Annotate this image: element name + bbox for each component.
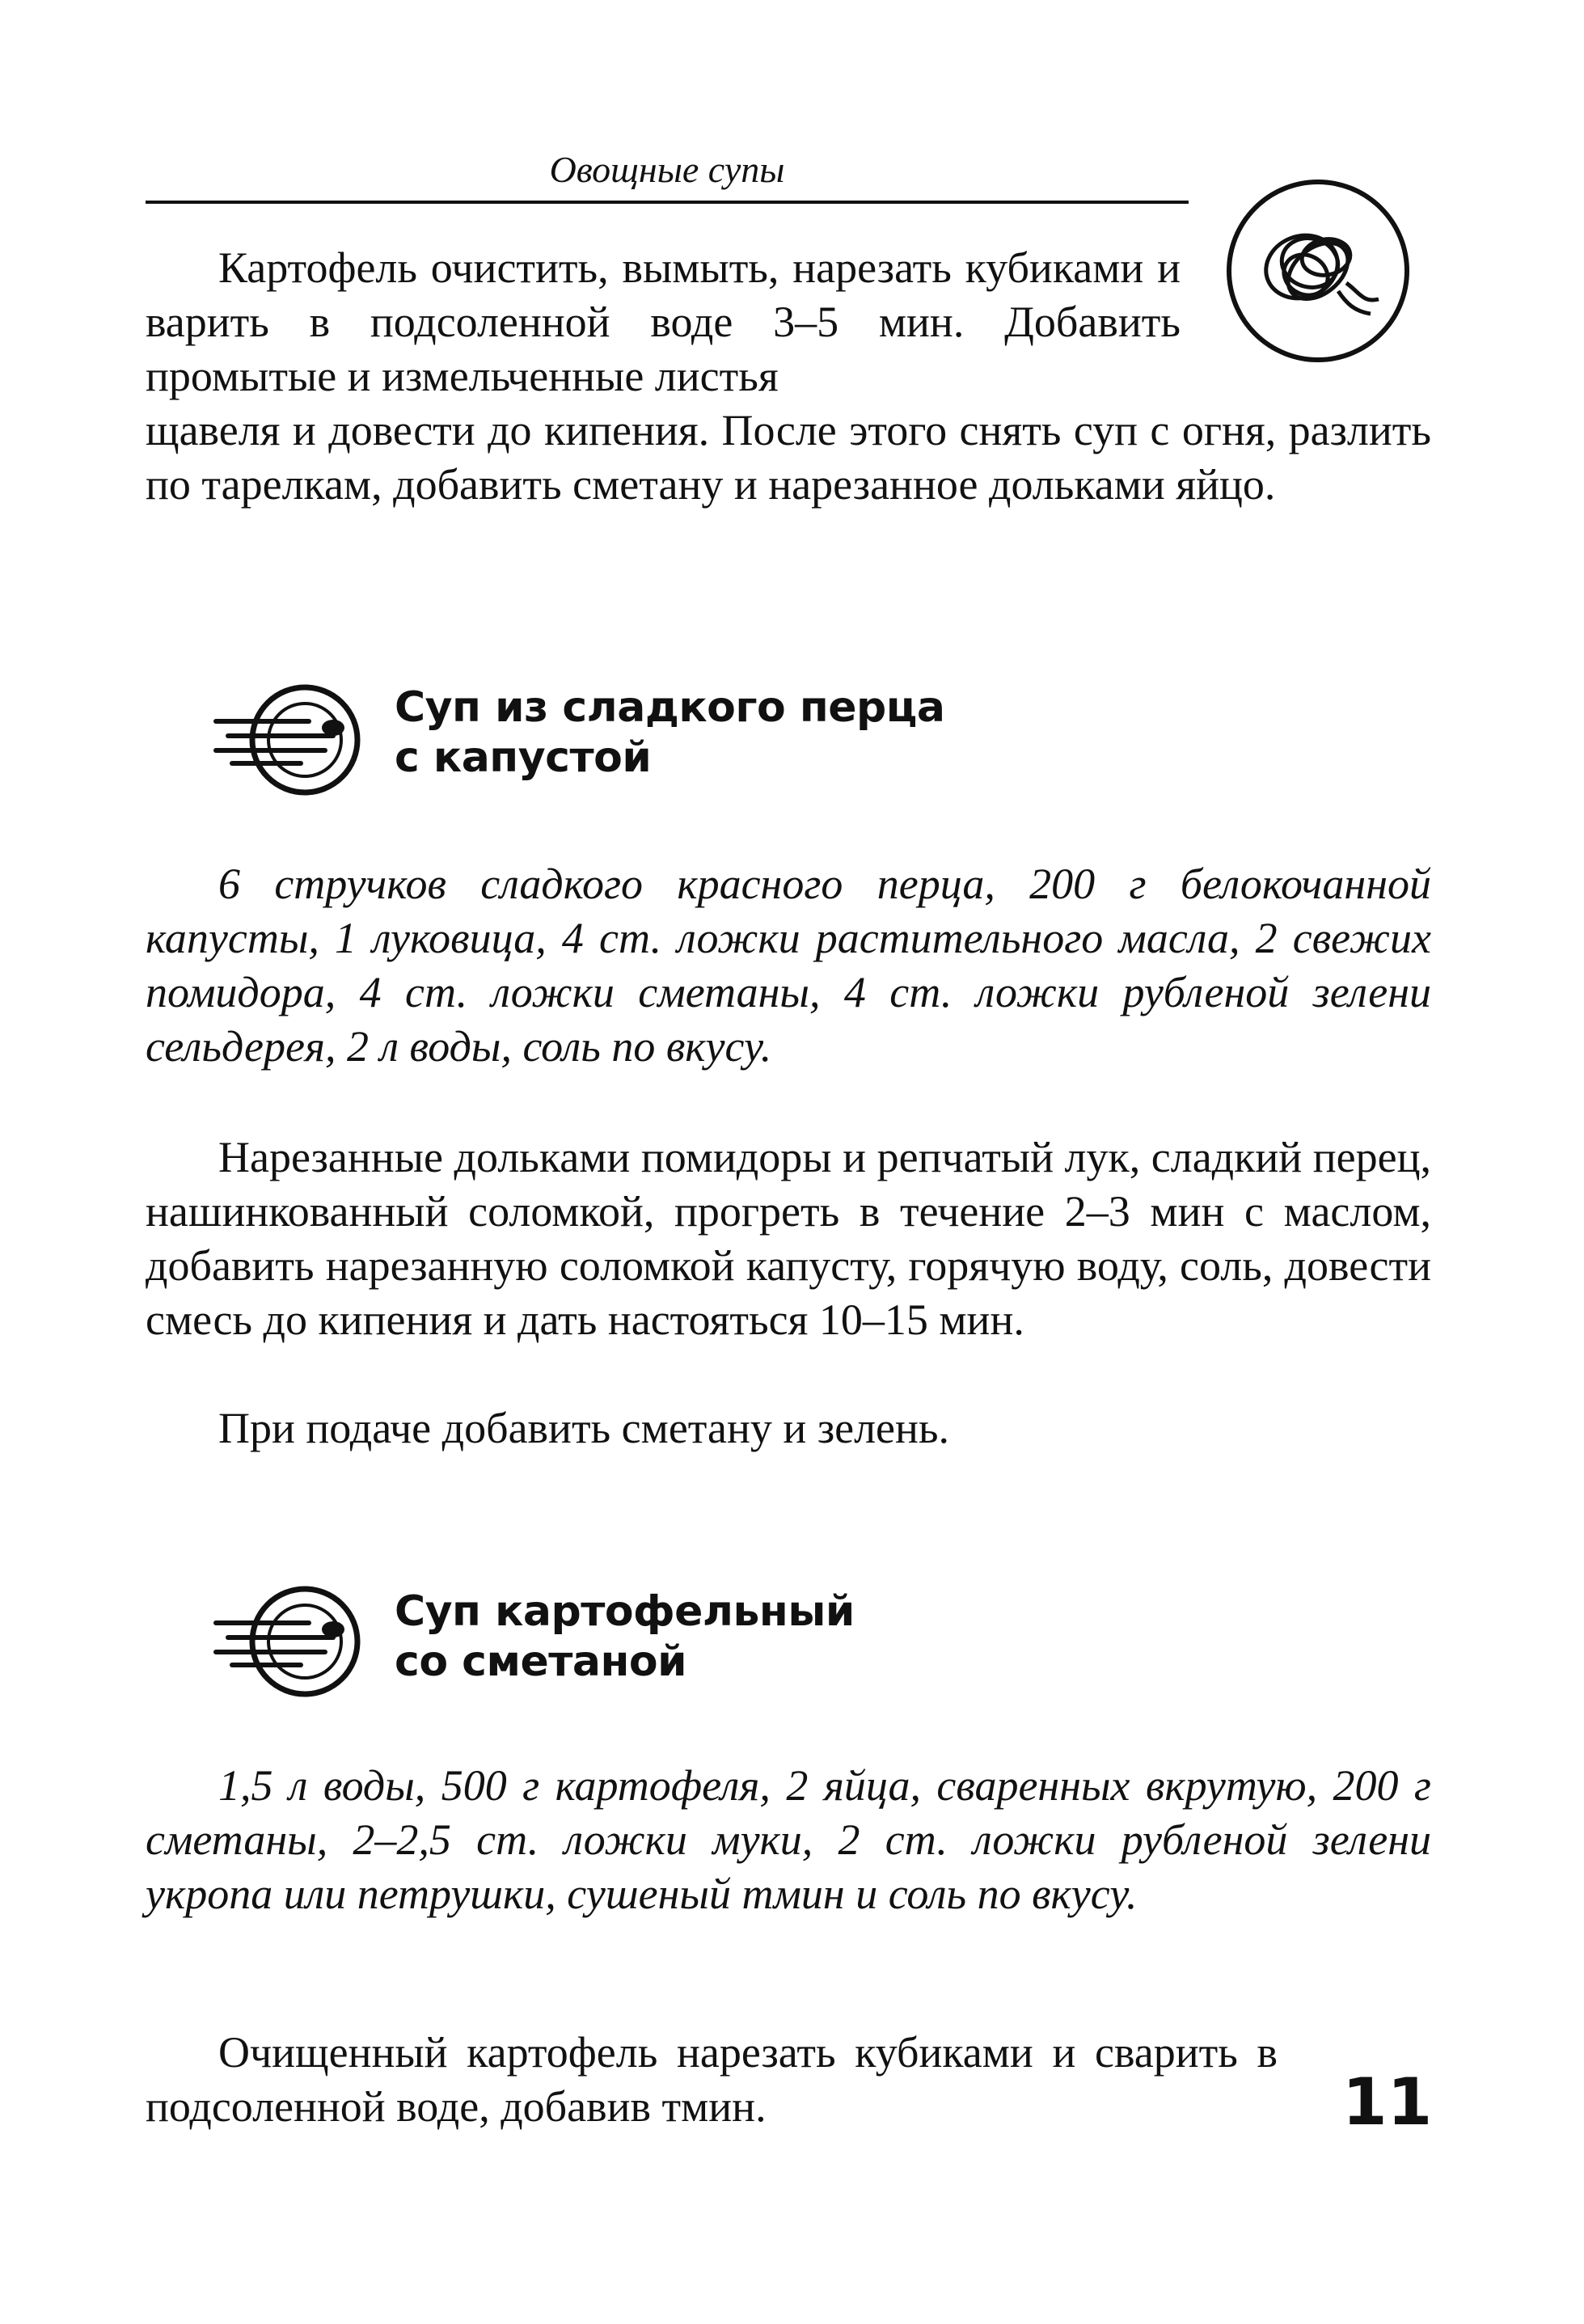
recipe-2-ingredients: 1,5 л воды, 500 г картофеля, 2 яйца, сваренных вкрутую, 200 г сметаны, 2–2,5 ст. ложки муки, 2 ст. ложки рубленой зелени укропа или петрушки, сушеный тмин и соль по вкусу.	[146, 1761, 1431, 1918]
page-number: 11	[1342, 2064, 1433, 2140]
intro-paragraph-part2: щавеля и довести до кипения. После этого снять суп с огня, разлить по тарелкам, добавить сметану и нарезанное дольками яйцо.	[146, 406, 1431, 509]
noodle-bowl-icon	[1217, 170, 1419, 372]
recipe-1-title-line2: с капустой	[395, 733, 652, 782]
intro-paragraph-part1: Картофель очистить, вымыть, нарезать кубиками и варить в подсоленной воде 3–5 мин. Добавить промытые и измельченные листья	[146, 243, 1181, 400]
header-rule	[146, 201, 1189, 204]
plate-cutlery-icon	[212, 1581, 374, 1702]
recipe-1-step-1: Нарезанные дольками помидоры и репчатый лук, сладкий перец, нашинкованный соломкой, прогреть в течение 2–3 мин с маслом, добавить нарезанную соломкой капусту, горячую воду, соль, довести смесь до кипения и дать настояться 10–15 мин.	[146, 1133, 1431, 1344]
recipe-1-ingredients: 6 стручков сладкого красного перца, 200 г белокочанной капусты, 1 луковица, 4 ст. ложки растительного масла, 2 свежих помидора, 4 ст. ложки сметаны, 4 ст. ложки рубленой зелени сельдерея, 2 л воды, соль по вкусу.	[146, 860, 1431, 1071]
plate-cutlery-icon	[212, 679, 374, 801]
recipe-1-step-2: При подаче добавить сметану и зелень.	[218, 1404, 950, 1452]
recipe-2-title-line1: Суп картофельный	[395, 1587, 855, 1636]
recipe-1-title-line1: Суп из сладкого перца	[395, 683, 945, 732]
recipe-2-step-1: Очищенный картофель нарезать кубиками и сварить в подсоленной воде, добавив тмин.	[146, 2028, 1278, 2131]
running-head: Овощные супы	[549, 149, 785, 190]
recipe-2-title-line2: со сметаной	[395, 1637, 687, 1686]
